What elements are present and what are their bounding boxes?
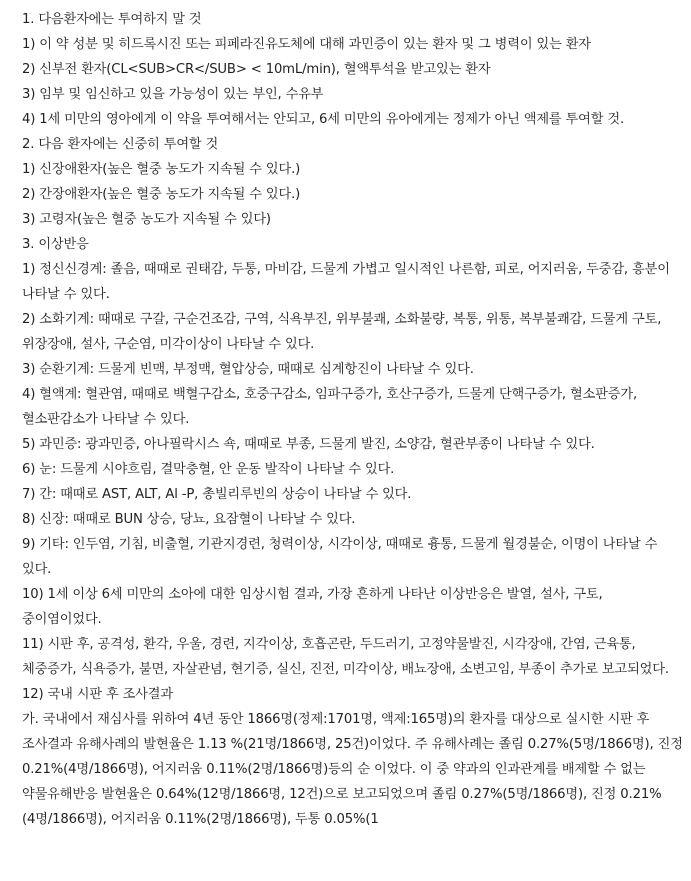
list-item: 2) 신부전 환자(CL<SUB>CR</SUB> < 10mL/min), 혈액투석을 받고있는 환자 xyxy=(22,62,491,77)
list-item: 9) 기타: 인두염, 기침, 비출혈, 기관지경련, 청력이상, 시각이상, 때때로 흉통, 드물게 월경불순, 이명이 나타날 수 있다. xyxy=(22,537,658,577)
list-item: 1) 이 약 성분 및 히드록시진 또는 피페라진유도체에 대해 과민증이 있는 환자 및 그 병력이 있는 환자 xyxy=(22,37,591,52)
list-item: 3) 고령자(높은 혈중 농도가 지속될 수 있다) xyxy=(22,212,271,227)
list-item: 1) 정신신경계: 졸음, 때때로 권태감, 두통, 마비감, 드물게 가볍고 일시적인 나른함, 피로, 어지러움, 두중감, 흥분이 나타날 수 있다. xyxy=(22,262,670,302)
list-item: 11) 시판 후, 공격성, 환각, 우울, 경련, 지각이상, 호흡곤란, 두드러기, 고정약물발진, 시각장애, 간염, 근육통, 체중증가, 식욕증가, 불면, 자살관념, 현기증, 실신, 진전, 미각이상, 배뇨장애, 소변고임, 부종이 추가로 보고되었다. xyxy=(22,637,669,677)
list-item: 2) 간장애환자(높은 혈중 농도가 지속될 수 있다.) xyxy=(22,187,301,202)
list-item: 4) 혈액계: 혈관염, 때때로 백혈구감소, 호중구감소, 임파구증가, 호산구증가, 드물게 단핵구증가, 혈소판증가, 혈소판감소가 나타날 수 있다. xyxy=(22,387,637,427)
list-item: 3) 순환기계: 드물게 빈맥, 부정맥, 혈압상승, 때때로 심계항진이 나타날 수 있다. xyxy=(22,362,474,377)
paragraph-survey-results: 가. 국내에서 재심사를 위하여 4년 동안 1866명(정제:1701명, 액제:165명)의 환자를 대상으로 실시한 시판 후 조사결과 유해사례의 발현율은 1.13 %(21명/1866명, 25건)이었다. 주 유해사례는 졸림 0.27%(5명/1866명), 진정 0.21%(4명/1866명), 어지러움 0.11%(2명/1866명)등의 순 이었다. 이 중 약과의 인과관계를 배제할 수 없는 약물유해반응 발현율은 0.64%(12명/1866명, 12건)으로 보고되었으며 졸림 0.27%(5명/1866명), 진정 0.21%(4명/1866명), 어지러움 0.11%(2명/1866명), 두통 0.05%(1 xyxy=(22,712,683,827)
list-item: 4) 1세 미만의 영아에게 이 약을 투여해서는 안되고, 6세 미만의 유아에게는 정제가 아닌 액제를 투여할 것. xyxy=(22,112,624,127)
list-item: 5) 과민증: 광과민증, 아나필락시스 쇽, 때때로 부종, 드물게 발진, 소양감, 혈관부종이 나타날 수 있다. xyxy=(22,437,595,452)
subsection-heading-postmarketing: 12) 국내 시판 후 조사결과 xyxy=(22,687,173,702)
list-item: 6) 눈: 드물게 시야흐림, 결막충혈, 안 운동 발작이 나타날 수 있다. xyxy=(22,462,395,477)
list-item: 2) 소화기계: 때때로 구갈, 구순건조감, 구역, 식욕부진, 위부불쾌, 소화불량, 복통, 위통, 복부불쾌감, 드물게 구토, 위장장애, 설사, 구순염, 미각이상이 나타날 수 있다. xyxy=(22,312,662,352)
section-heading-contraindications: 1. 다음환자에는 투여하지 말 것 xyxy=(22,12,202,27)
section-heading-precautions: 2. 다음 환자에는 신중히 투여할 것 xyxy=(22,137,219,152)
list-item: 1) 신장애환자(높은 혈중 농도가 지속될 수 있다.) xyxy=(22,162,301,177)
list-item: 8) 신장: 때때로 BUN 상승, 당뇨, 요잠혈이 나타날 수 있다. xyxy=(22,512,356,527)
list-item: 3) 임부 및 임신하고 있을 가능성이 있는 부인, 수유부 xyxy=(22,87,324,102)
section-heading-adverse-reactions: 3. 이상반응 xyxy=(22,237,89,252)
list-item: 10) 1세 이상 6세 미만의 소아에 대한 임상시험 결과, 가장 흔하게 나타난 이상반응은 발열, 설사, 구토, 중이염이었다. xyxy=(22,587,603,627)
list-item: 7) 간: 때때로 AST, ALT, Al -P, 총빌리루빈의 상승이 나타날 수 있다. xyxy=(22,487,412,502)
